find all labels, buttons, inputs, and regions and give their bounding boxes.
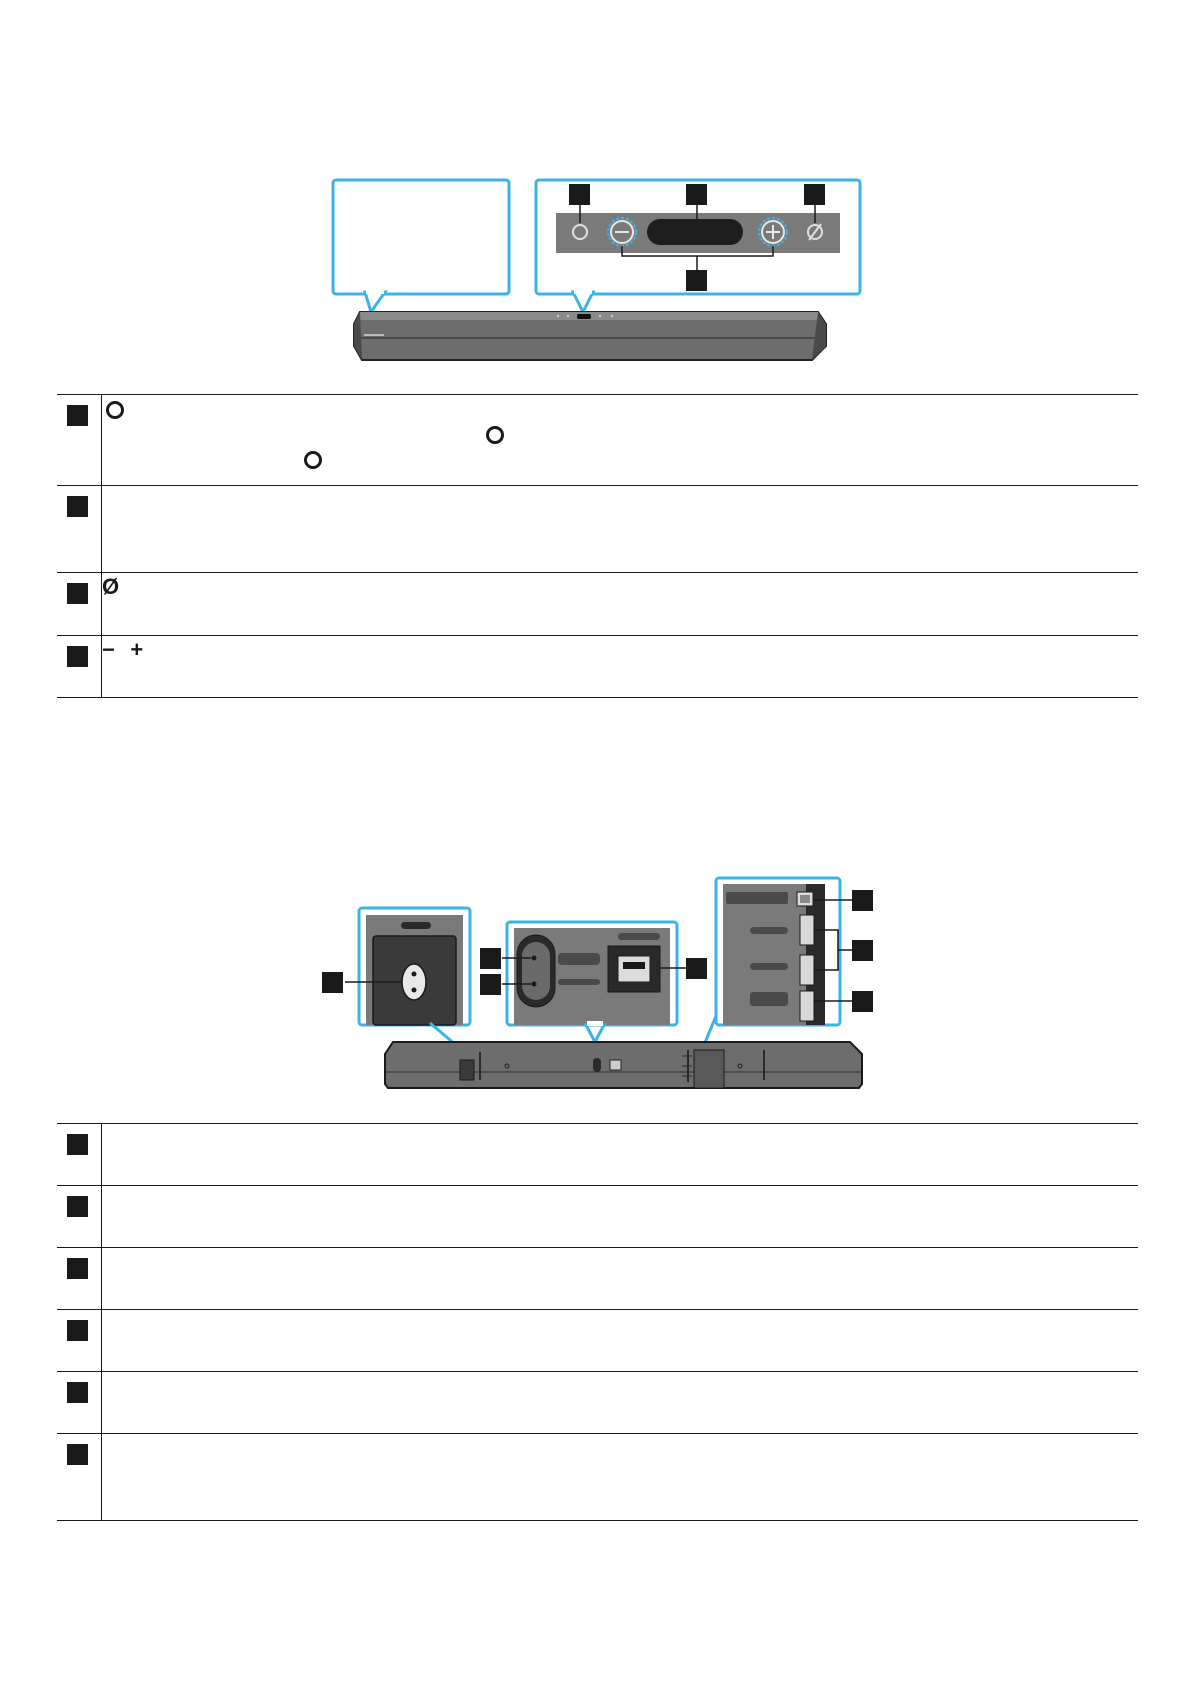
callout-number-2 xyxy=(686,184,707,205)
table-row xyxy=(57,486,1138,573)
soundbar-front xyxy=(354,312,826,360)
table-row xyxy=(57,1310,1138,1372)
table-row xyxy=(57,395,1138,486)
rear-panel-figure xyxy=(0,870,1191,1090)
table-row xyxy=(57,573,1138,636)
callout-number-5 xyxy=(322,972,343,993)
plus-icon: + xyxy=(130,637,144,662)
top-panel-diagram xyxy=(0,170,1191,370)
table-row xyxy=(57,1248,1138,1310)
callout-number-1 xyxy=(569,184,590,205)
row-number-8 xyxy=(67,1320,88,1341)
power-callout xyxy=(322,908,470,1045)
callout-number-7 xyxy=(480,974,501,995)
power-ring-icon xyxy=(486,426,504,444)
callout-number-3 xyxy=(804,184,825,205)
row-number-2 xyxy=(67,496,88,517)
callout-number-8 xyxy=(686,958,707,979)
hdmi-port xyxy=(800,955,814,985)
row-number-3 xyxy=(67,583,88,604)
power-ring-icon xyxy=(304,451,322,469)
soundbar-rear xyxy=(385,1042,862,1088)
row-number-6 xyxy=(67,1196,88,1217)
table-row xyxy=(57,1124,1138,1186)
mic-off-slash-icon: Ø xyxy=(102,574,120,599)
row-number-4 xyxy=(67,646,88,667)
top-panel-figure xyxy=(0,170,1191,370)
row-number-10 xyxy=(67,1444,88,1465)
table-row xyxy=(57,1372,1138,1434)
top-panel-table xyxy=(57,394,1138,698)
table-row xyxy=(57,636,1138,698)
usb-callout xyxy=(480,922,707,1042)
hdmi-port xyxy=(800,991,814,1021)
rear-panel-table xyxy=(57,1123,1138,1521)
hdmi-callout xyxy=(704,878,873,1045)
power-ring-icon xyxy=(106,401,124,419)
callout-number-10 xyxy=(852,940,873,961)
row-number-9 xyxy=(67,1382,88,1403)
minus-icon: − xyxy=(102,637,115,662)
table-row xyxy=(57,1186,1138,1248)
table-row xyxy=(57,1434,1138,1521)
row-number-7 xyxy=(67,1258,88,1279)
control-callout xyxy=(536,180,860,312)
callout-number-9 xyxy=(852,890,873,911)
rear-panel-diagram xyxy=(0,870,1191,1090)
led-display xyxy=(647,219,743,245)
left-callout xyxy=(333,180,509,312)
power-socket xyxy=(402,964,426,1000)
callout-number-4 xyxy=(686,270,707,291)
row-number-1 xyxy=(67,405,88,426)
callout-number-11 xyxy=(852,991,873,1012)
row-number-5 xyxy=(67,1134,88,1155)
callout-number-6 xyxy=(480,948,501,969)
hdmi-port xyxy=(800,915,814,945)
